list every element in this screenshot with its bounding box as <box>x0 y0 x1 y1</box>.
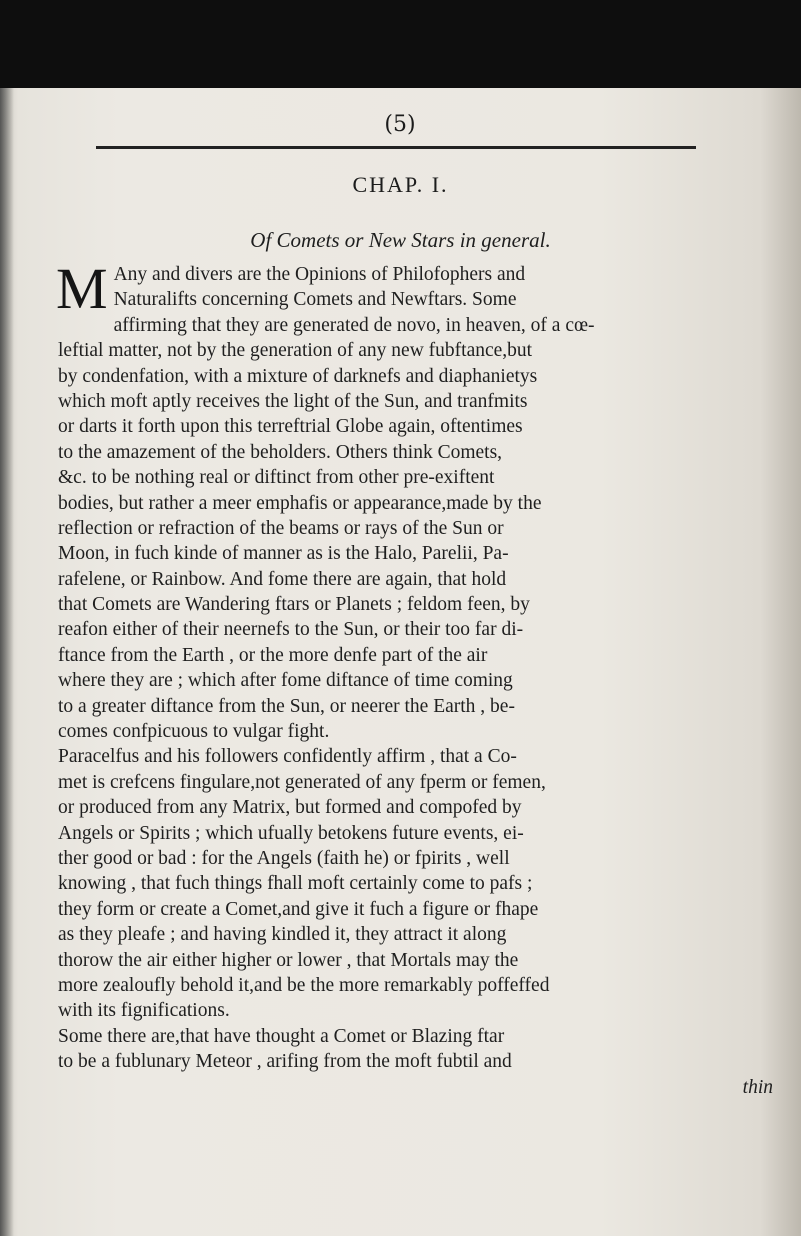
body-text <box>56 256 773 1100</box>
text-line: which moft aptly receives the light of the Sun, and tranfmits <box>58 390 528 412</box>
text-line: Naturalifts concerning Comets and Newftars. Some <box>113 289 517 311</box>
text-line: more zealoufly behold it,and be the more remarkably poffeffed <box>58 974 550 996</box>
text-line: or produced from any Matrix, but formed and compofed by <box>58 797 522 819</box>
chapter-subtitle: Of Comets or New Stars in general. <box>250 228 551 252</box>
text-line: or darts it forth upon this terreftrial Globe again, oftentimes <box>58 416 523 438</box>
drop-cap: M <box>56 256 108 321</box>
text-line: with its fignifications. <box>58 1000 230 1022</box>
chapter-heading: CHAP. I. <box>352 172 449 197</box>
text-line: as they pleafe ; and having kindled it, they attract it along <box>58 924 507 946</box>
text-line: reflection or refraction of the beams or rays of the Sun or <box>58 517 504 539</box>
text-line: reafon either of their neernefs to the Sun, or their too far di- <box>58 619 524 641</box>
text-line: knowing , that fuch things fhall moft certainly come to pafs ; <box>58 873 533 895</box>
text-line: leftial matter, not by the generation of any new fubftance,but <box>58 340 533 362</box>
text-line: that Comets are Wandering ftars or Planets ; feldom feen, by <box>58 594 530 616</box>
text-line: Moon, in fuch kinde of manner as is the Halo, Parelii, Pa- <box>58 543 509 565</box>
catchword: thin <box>742 1076 773 1098</box>
text-line: Paracelfus and his followers confidently affirm , that a Co- <box>58 746 517 768</box>
text-line: they form or create a Comet,and give it fuch a figure or fhape <box>58 898 539 920</box>
text-line: Angels or Spirits ; which ufually betokens future events, ei- <box>58 822 524 844</box>
text-line: bodies, but rather a meer emphafis or appearance,made by the <box>58 492 542 514</box>
text-lines <box>56 256 773 1075</box>
text-line: comes confpicuous to vulgar fight. <box>58 721 330 743</box>
text-line: where they are ; which after fome diftance of time coming <box>58 670 513 692</box>
scan-background <box>0 0 801 100</box>
text-line: ther good or bad : for the Angels (faith he) or fpirits , well <box>58 847 510 869</box>
text-line: &c. to be nothing real or diftinct from other pre-exiftent <box>58 467 495 489</box>
text-line: to be a fublunary Meteor , arifing from the moft fubtil and <box>58 1051 512 1073</box>
text-line: thorow the air either higher or lower , that Mortals may the <box>58 949 519 971</box>
text-line: by condenfation, with a mixture of darknefs and diaphanietys <box>58 365 538 387</box>
header-rule <box>96 146 696 149</box>
page-gutter-shadow <box>0 88 14 1236</box>
text-line: met is crefcens fingulare,not generated of any fperm or femen, <box>58 771 546 793</box>
text-line: rafelene, or Rainbow. And fome there are again, that hold <box>58 568 507 590</box>
page-number: (5) <box>384 112 416 137</box>
text-line: Some there are,that have thought a Comet or Blazing ftar <box>58 1025 505 1047</box>
text-line: ftance from the Earth , or the more denfe part of the air <box>58 644 488 666</box>
text-line: affirming that they are generated de novo, in heaven, of a cœ- <box>113 314 595 336</box>
text-line: Any and divers are the Opinions of Philofophers and <box>113 264 526 285</box>
text-line: to a greater diftance from the Sun, or neerer the Earth , be- <box>58 695 515 717</box>
text-line: to the amazement of the beholders. Others think Comets, <box>58 441 503 463</box>
